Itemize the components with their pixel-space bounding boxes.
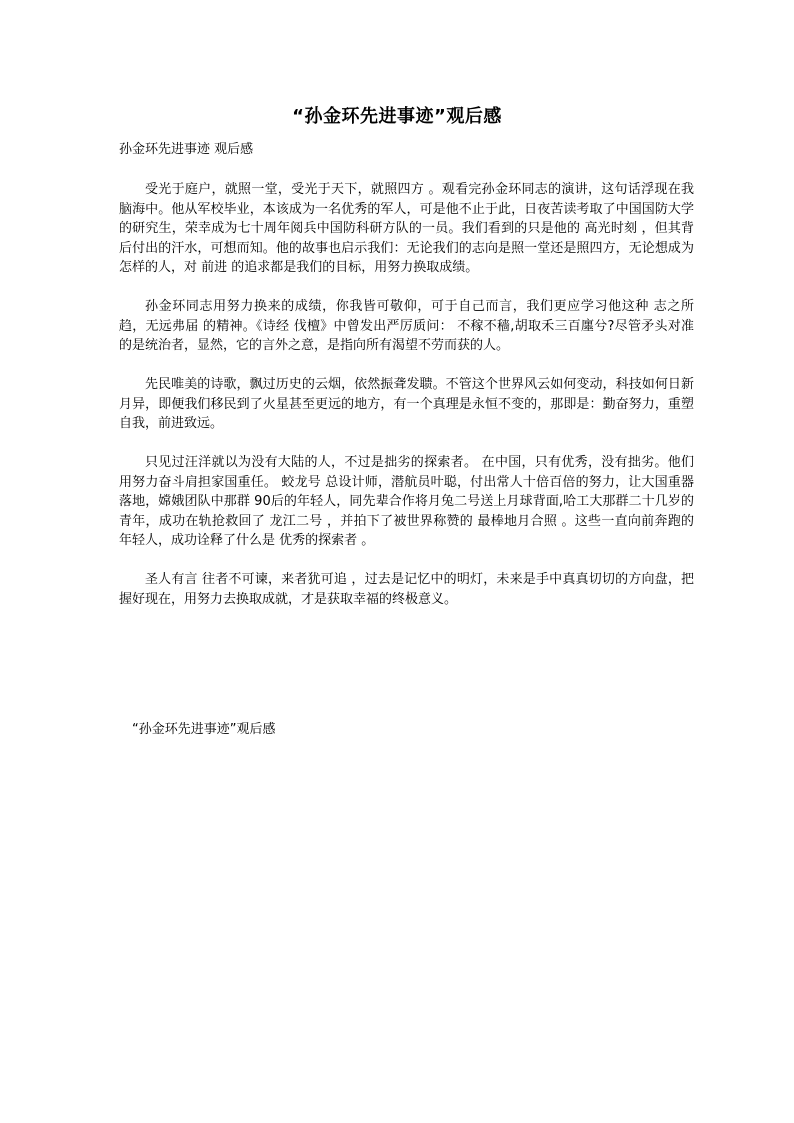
body-paragraph: 只见过汪洋就以为没有大陆的人，不过是拙劣的探索者。 在中国，只有优秀，没有拙劣。他们用努力奋斗肩担家国重任。 蛟龙号 总设计师，潜航员叶聪，付出常人十倍百倍的努力，让大国重器落地，嫦娥团队中那群 90后的年轻人，同先辈合作将月兔二号送上月球背面,哈工大那群二十几岁的青年，成功在轨抢救回了 龙江二号 ，并拍下了被世界称赞的 最棒地月合照 。这些一直向前奔跑的年轻人，成功诠释了什么是 优秀的探索者 。 (119, 455, 694, 548)
body-paragraph: 受光于庭户，就照一堂，受光于天下，就照四方 。观看完孙金环同志的演讲，这句话浮现在我脑海中。他从军校毕业，本该成为一名优秀的军人，可是他不止于此，日夜苦读考取了中国国防大学的研究生，荣幸成为七十周年阅兵中国防科研方队的一员。我们看到的只是他的 高光时刻 ，但其背后付出的汗水，可想而知。他的故事也启示我们：无论我们的志向是照一堂还是照四方，无论想成为怎样的人，对 前进 的追求都是我们的目标，用努力换取成绩。 (119, 182, 694, 275)
document-title: “孙金环先进事迹”观后感 (292, 106, 502, 127)
document-body (119, 180, 694, 629)
body-paragraph: 孙金环同志用努力换来的成绩，你我皆可敬仰，可于自己而言，我们更应学习他这种 志之所趋，无远弗届 的精神。《诗经 伐檀》中曾发出严厉质问： 不稼不穑,胡取禾三百廛兮?尽管矛头对准的是统治者，显然，它的言外之意，是指向所有渴望不劳而获的人。 (119, 299, 694, 353)
document-footer-title: “孙金环先进事迹”观后感 (132, 722, 276, 737)
body-paragraph: 圣人有言 往者不可谏，来者犹可追 ，过去是记忆中的明灯，未来是手中真真切切的方向盘，把握好现在，用努力去换取成就，才是获取幸福的终极意义。 (119, 572, 694, 607)
document-subtitle: 孙金环先进事迹 观后感 (119, 142, 254, 157)
body-paragraph: 先民唯美的诗歌，飘过历史的云烟，依然振聋发聩。不管这个世界风云如何变动，科技如何日新月异，即便我们移民到了火星甚至更远的地方，有一个真理是永恒不变的，那即是：勤奋努力，重塑自我，前进致远。 (119, 377, 694, 431)
